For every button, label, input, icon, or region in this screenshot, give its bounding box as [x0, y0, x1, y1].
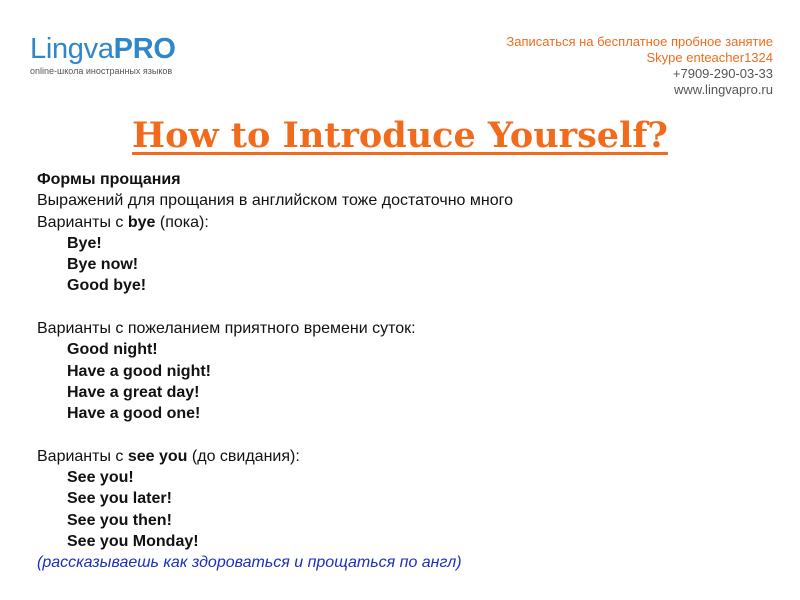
phrase-item: Have a good night! [67, 362, 211, 380]
phrase-item: Good night! [67, 341, 158, 359]
spacer [37, 425, 777, 446]
skype-contact: Skype enteacher1324 [646, 50, 773, 65]
page-title: How to Introduce Yourself? [132, 115, 668, 156]
bye-label-keyword: bye [127, 213, 156, 231]
section-heading: Формы прощания [37, 171, 181, 188]
bye-section-label [37, 212, 777, 233]
phrase-item: Bye! [67, 234, 102, 252]
signup-link[interactable]: Записаться на бесплатное пробное занятие [506, 34, 773, 49]
spacer [37, 297, 777, 318]
phrase-item: See you! [67, 469, 134, 487]
bye-label-suffix: (пока): [155, 213, 209, 231]
logo-wordmark-pro: PRO [113, 33, 176, 65]
phrase-item: Bye now! [67, 256, 139, 274]
seeyou-label-keyword: see you [127, 447, 188, 465]
seeyou-section-label [37, 446, 777, 467]
phrase-item: See you later! [67, 490, 172, 508]
phone-number: +7909-290-03-33 [672, 66, 773, 81]
contact-block [506, 34, 773, 98]
phrase-item: Have a great day! [67, 383, 200, 401]
bye-label-prefix: Варианты с [37, 213, 128, 231]
logo-tagline: online-школа иностранных языков [30, 66, 173, 76]
logo-wordmark [30, 34, 200, 64]
logo-wordmark-lingva: Lingva [30, 33, 114, 65]
seeyou-label-suffix: (до свидания): [187, 447, 300, 465]
teacher-note: (рассказываешь как здороваться и прощаться по англ) [37, 554, 462, 572]
phrase-item: Have a good one! [67, 405, 201, 423]
phrase-item: Good bye! [67, 277, 147, 295]
phrase-item: See you then! [67, 511, 172, 529]
lesson-content [37, 169, 777, 574]
seeyou-label-prefix: Варианты с [37, 447, 128, 465]
brand-logo [30, 34, 200, 76]
phrase-item: See you Monday! [67, 533, 199, 551]
intro-text: Выражений для прощания в английском тоже достаточно много [37, 192, 513, 210]
website-link[interactable]: www.lingvapro.ru [674, 82, 773, 97]
time-section-label: Варианты с пожеланием приятного времени суток: [37, 320, 416, 338]
